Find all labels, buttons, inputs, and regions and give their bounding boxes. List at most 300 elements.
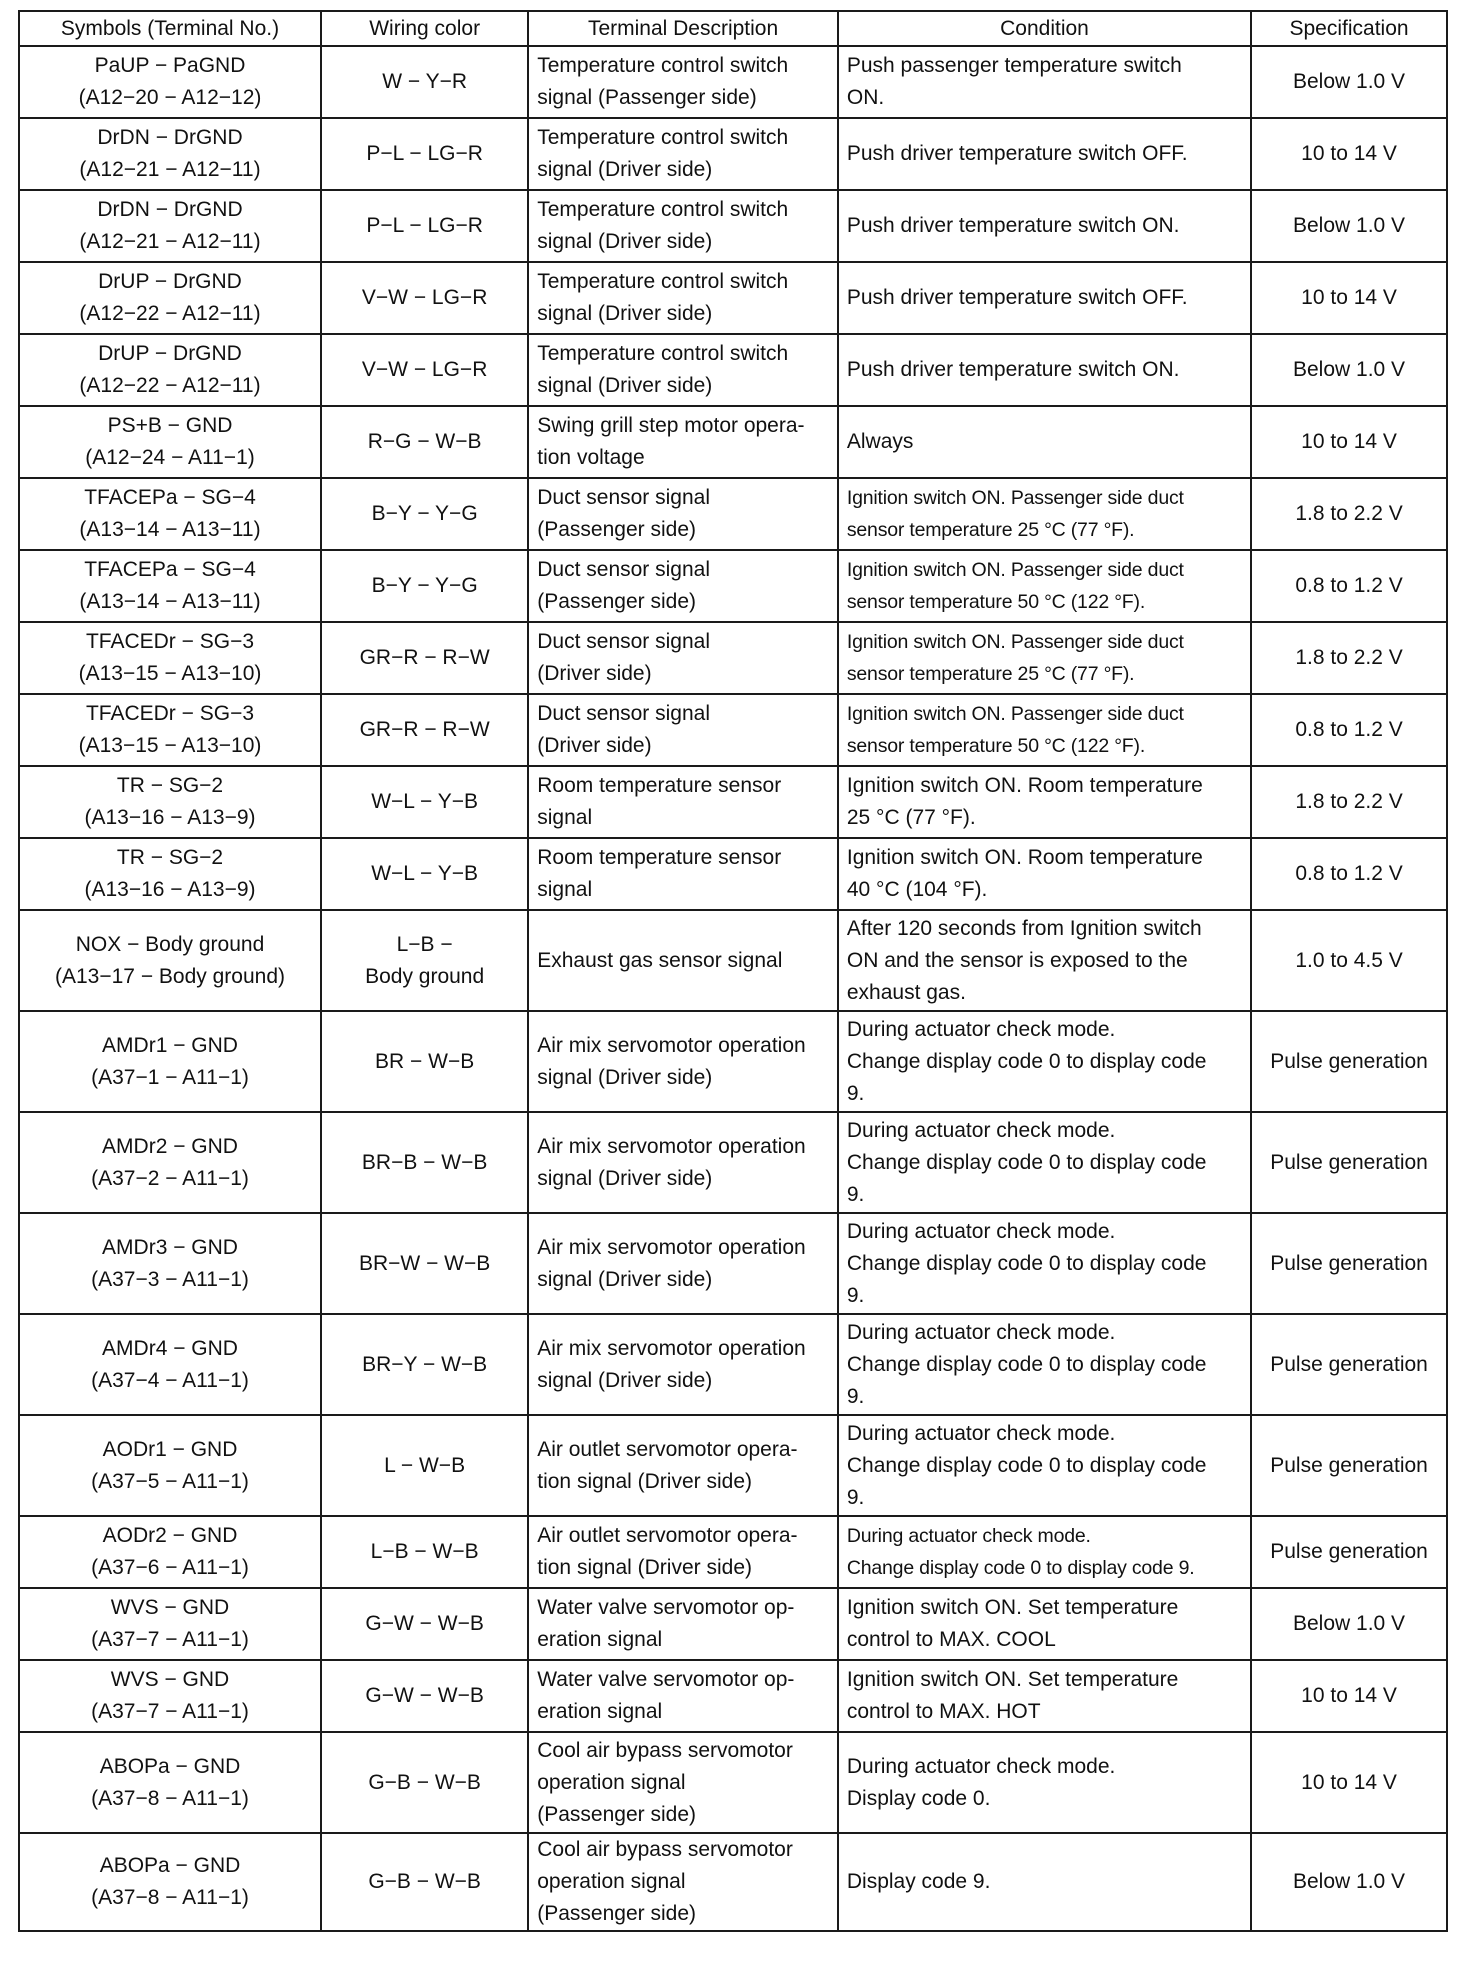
cell-terminal-description-line: signal (Driver side): [537, 302, 713, 325]
cell-condition-line: Display code 0.: [846, 1786, 991, 1810]
cell-symbols-line: (A37−6 − A11−1): [91, 1556, 249, 1579]
cell-terminal-description-line: signal: [537, 806, 593, 829]
cell-terminal-description-line: Water valve servomotor op-: [537, 1596, 795, 1619]
cell-condition-line: Change display code 0 to display code: [846, 1251, 1207, 1275]
cell-symbols-line: (A13−14 − A13−11): [79, 590, 261, 613]
cell-condition-line: 25 °C (77 °F).: [846, 806, 976, 829]
cell-condition-line: Push passenger temperature switch: [846, 54, 1182, 77]
cell-symbols-line: (A12−22 − A12−11): [79, 374, 261, 397]
cell-symbols-line: (A37−3 − A11−1): [91, 1267, 249, 1291]
cell-symbols: [19, 766, 321, 838]
cell-condition: [838, 190, 1251, 262]
cell-condition: [838, 838, 1251, 910]
cell-condition-line: 9.: [846, 1485, 865, 1509]
table-row: [19, 1314, 1447, 1415]
cell-symbols-line: ABOPa − GND: [99, 1754, 241, 1778]
cell-condition-line: Ignition switch ON. Passenger side duct: [846, 703, 1184, 725]
cell-condition: [838, 1660, 1251, 1732]
cell-symbols-line: (A13−17 − Body ground): [55, 964, 285, 988]
cell-symbols-line: (A12−20 − A12−12): [78, 86, 262, 109]
cell-wiring-color: [321, 1415, 528, 1516]
cell-symbols-line: TFACEDr − SG−3: [85, 630, 255, 653]
cell-terminal-description: [528, 1314, 838, 1415]
cell-terminal-description-line: Air outlet servomotor opera-: [537, 1524, 798, 1547]
cell-symbols-line: PS+B − GND: [107, 414, 233, 437]
cell-symbols: [19, 334, 321, 406]
cell-symbols-line: TR − SG−2: [116, 846, 224, 869]
cell-wiring-color-line: GR−R − R−W: [359, 718, 490, 741]
cell-wiring-color-line: P−L − LG−R: [366, 142, 483, 165]
cell-terminal-description-line: Air mix servomotor operation: [537, 1134, 806, 1158]
cell-condition: [838, 1588, 1251, 1660]
cell-terminal-description-line: Room temperature sensor: [537, 846, 782, 869]
cell-condition-line: Always: [846, 430, 914, 453]
cell-symbols-line: WVS − GND: [110, 1596, 230, 1619]
cell-wiring-color: [321, 1660, 528, 1732]
cell-terminal-description: [528, 118, 838, 190]
cell-specification: 10 to 14 V: [1251, 1660, 1447, 1732]
cell-symbols-line: (A37−1 − A11−1): [91, 1065, 249, 1089]
cell-terminal-description-line: (Passenger side): [537, 1902, 696, 1925]
table-row: [19, 46, 1447, 118]
cell-condition-line: During actuator check mode.: [846, 1525, 1091, 1547]
cell-terminal-description: [528, 262, 838, 334]
cell-condition-line: Push driver temperature switch OFF.: [846, 286, 1188, 309]
cell-symbols: [19, 550, 321, 622]
table-row: [19, 1213, 1447, 1314]
cell-symbols: [19, 1213, 321, 1314]
cell-condition-line: ON and the sensor is exposed to the: [846, 948, 1188, 972]
table-row: [19, 694, 1447, 766]
cell-wiring-color: [321, 766, 528, 838]
cell-terminal-description-line: (Driver side): [537, 662, 652, 685]
cell-condition-line: sensor temperature 50 °C (122 °F).: [846, 591, 1146, 613]
cell-symbols-line: TFACEDr − SG−3: [85, 702, 255, 725]
cell-symbols: [19, 1732, 321, 1833]
cell-wiring-color-line: L−B − W−B: [370, 1540, 479, 1563]
cell-wiring-color: [321, 190, 528, 262]
cell-terminal-description-line: signal (Driver side): [537, 230, 713, 253]
cell-specification: 10 to 14 V: [1251, 118, 1447, 190]
cell-wiring-color: [321, 46, 528, 118]
cell-terminal-description: [528, 550, 838, 622]
cell-terminal-description: [528, 1588, 838, 1660]
cell-wiring-color-line: BR − W−B: [375, 1049, 475, 1073]
cell-symbols-line: TFACEPa − SG−4: [84, 558, 256, 581]
cell-symbols-line: (A37−4 − A11−1): [91, 1368, 249, 1392]
cell-terminal-description-line: Air mix servomotor operation: [537, 1235, 806, 1259]
cell-terminal-description: [528, 46, 838, 118]
cell-condition-line: During actuator check mode.: [846, 1421, 1116, 1445]
cell-specification: Pulse generation: [1251, 1213, 1447, 1314]
cell-wiring-color-line: W−L − Y−B: [371, 862, 479, 885]
cell-terminal-description: [528, 1213, 838, 1314]
table-row: [19, 1516, 1447, 1588]
cell-symbols: [19, 1516, 321, 1588]
cell-condition: [838, 1112, 1251, 1213]
cell-condition: [838, 622, 1251, 694]
table-row: [19, 478, 1447, 550]
cell-specification: Below 1.0 V: [1251, 1833, 1447, 1931]
cell-condition-line: Change display code 0 to display code: [846, 1453, 1207, 1477]
cell-symbols: [19, 910, 321, 1011]
cell-condition-line: 40 °C (104 °F).: [846, 878, 988, 901]
cell-condition: [838, 118, 1251, 190]
cell-symbols-line: (A37−7 − A11−1): [91, 1628, 249, 1651]
cell-terminal-description-line: tion signal (Driver side): [537, 1556, 752, 1579]
cell-wiring-color-line: Body ground: [365, 964, 485, 988]
cell-symbols-line: AMDr3 − GND: [102, 1235, 238, 1259]
cell-symbols: [19, 1833, 321, 1931]
cell-wiring-color-line: B−Y − Y−G: [371, 502, 478, 525]
cell-terminal-description-line: Air outlet servomotor opera-: [537, 1437, 798, 1461]
cell-specification: 1.8 to 2.2 V: [1251, 478, 1447, 550]
cell-symbols: [19, 838, 321, 910]
cell-condition: [838, 1314, 1251, 1415]
cell-symbols-line: DrDN − DrGND: [97, 126, 243, 149]
cell-symbols: [19, 406, 321, 478]
cell-condition-line: Change display code 0 to display code: [846, 1352, 1207, 1376]
cell-condition-line: 9.: [846, 1384, 865, 1408]
cell-terminal-description-line: Duct sensor signal: [537, 630, 710, 653]
cell-wiring-color-line: L−B −: [396, 932, 453, 956]
cell-terminal-description: [528, 694, 838, 766]
cell-condition-line: control to MAX. COOL: [846, 1628, 1056, 1651]
cell-specification: Pulse generation: [1251, 1516, 1447, 1588]
cell-specification: 1.8 to 2.2 V: [1251, 766, 1447, 838]
cell-terminal-description: [528, 838, 838, 910]
cell-symbols-line: (A37−8 − A11−1): [91, 1786, 249, 1810]
cell-condition: [838, 1516, 1251, 1588]
cell-wiring-color: [321, 1588, 528, 1660]
cell-symbols-line: (A13−15 − A13−10): [78, 734, 262, 757]
cell-terminal-description-line: Swing grill step motor opera-: [537, 414, 805, 437]
cell-condition-line: During actuator check mode.: [846, 1017, 1116, 1041]
cell-terminal-description-line: tion voltage: [537, 446, 645, 469]
cell-wiring-color: [321, 118, 528, 190]
cell-terminal-description-line: signal (Driver side): [537, 374, 713, 397]
cell-symbols-line: (A12−22 − A12−11): [79, 302, 261, 325]
cell-wiring-color-line: BR−B − W−B: [361, 1150, 488, 1174]
cell-terminal-description-line: Room temperature sensor: [537, 774, 782, 797]
cell-condition-line: Push driver temperature switch OFF.: [846, 142, 1188, 165]
cell-wiring-color-line: V−W − LG−R: [361, 286, 488, 309]
cell-terminal-description-line: (Passenger side): [537, 590, 696, 613]
cell-terminal-description-line: Cool air bypass servomotor: [537, 1838, 793, 1861]
cell-symbols-line: DrDN − DrGND: [97, 198, 243, 221]
cell-terminal-description: [528, 910, 838, 1011]
cell-symbols: [19, 694, 321, 766]
cell-terminal-description-line: signal (Driver side): [537, 1368, 713, 1392]
cell-condition-line: Change display code 0 to display code: [846, 1150, 1207, 1174]
cell-wiring-color-line: BR−W − W−B: [358, 1251, 491, 1275]
cell-specification: Below 1.0 V: [1251, 1588, 1447, 1660]
cell-terminal-description-line: eration signal: [537, 1628, 663, 1651]
cell-terminal-description-line: (Driver side): [537, 734, 652, 757]
cell-wiring-color: [321, 1833, 528, 1931]
cell-terminal-description-line: Cool air bypass servomotor: [537, 1738, 793, 1762]
cell-symbols: [19, 478, 321, 550]
terminal-spec-sheet: [18, 10, 1448, 1932]
cell-terminal-description: [528, 766, 838, 838]
cell-symbols-line: WVS − GND: [110, 1668, 230, 1691]
cell-terminal-description-line: Temperature control switch: [537, 342, 789, 365]
cell-terminal-description-line: operation signal: [537, 1870, 686, 1893]
table-row: [19, 334, 1447, 406]
cell-condition: [838, 550, 1251, 622]
table-row: [19, 406, 1447, 478]
cell-symbols-line: AMDr4 − GND: [102, 1336, 238, 1360]
cell-condition-line: sensor temperature 25 °C (77 °F).: [846, 663, 1135, 685]
cell-symbols: [19, 1112, 321, 1213]
cell-condition-line: ON.: [846, 86, 885, 109]
cell-symbols: [19, 262, 321, 334]
cell-symbols-line: TR − SG−2: [116, 774, 224, 797]
cell-wiring-color: [321, 1011, 528, 1112]
cell-condition-line: Ignition switch ON. Passenger side duct: [846, 631, 1184, 653]
header-wiring-color: Wiring color: [321, 11, 528, 46]
cell-wiring-color-line: G−B − W−B: [368, 1870, 481, 1893]
cell-wiring-color: [321, 622, 528, 694]
cell-symbols-line: (A37−7 − A11−1): [91, 1700, 249, 1723]
cell-symbols-line: PaUP − PaGND: [94, 54, 246, 77]
cell-wiring-color-line: V−W − LG−R: [361, 358, 488, 381]
cell-terminal-description: [528, 1516, 838, 1588]
cell-terminal-description: [528, 1732, 838, 1833]
cell-wiring-color-line: P−L − LG−R: [366, 214, 483, 237]
cell-symbols-line: (A37−8 − A11−1): [91, 1886, 249, 1909]
cell-condition-line: During actuator check mode.: [846, 1219, 1116, 1243]
table-row: [19, 1588, 1447, 1660]
cell-specification: Pulse generation: [1251, 1314, 1447, 1415]
cell-terminal-description-line: signal: [537, 878, 593, 901]
cell-symbols-line: ABOPa − GND: [99, 1854, 241, 1877]
cell-terminal-description: [528, 334, 838, 406]
cell-symbols: [19, 46, 321, 118]
table-row: [19, 550, 1447, 622]
cell-condition-line: 9.: [846, 1081, 865, 1105]
cell-symbols: [19, 190, 321, 262]
cell-symbols-line: AODr1 − GND: [102, 1437, 238, 1461]
cell-condition-line: sensor temperature 25 °C (77 °F).: [846, 519, 1135, 541]
cell-wiring-color: [321, 550, 528, 622]
cell-specification: Below 1.0 V: [1251, 190, 1447, 262]
table-row: [19, 1011, 1447, 1112]
cell-wiring-color: [321, 910, 528, 1011]
cell-symbols-line: (A12−21 − A12−11): [79, 230, 261, 253]
cell-terminal-description-line: signal (Passenger side): [537, 86, 757, 109]
header-condition: Condition: [838, 11, 1251, 46]
cell-specification: Pulse generation: [1251, 1011, 1447, 1112]
cell-terminal-description-line: Temperature control switch: [537, 198, 789, 221]
cell-condition: [838, 766, 1251, 838]
cell-wiring-color-line: G−W − W−B: [365, 1684, 484, 1707]
cell-wiring-color: [321, 838, 528, 910]
table-body: [19, 46, 1447, 1931]
cell-condition: [838, 46, 1251, 118]
cell-symbols-line: (A37−5 − A11−1): [91, 1469, 249, 1493]
cell-condition: [838, 1415, 1251, 1516]
cell-terminal-description-line: operation signal: [537, 1770, 686, 1794]
cell-wiring-color-line: B−Y − Y−G: [371, 574, 478, 597]
cell-wiring-color-line: G−B − W−B: [368, 1770, 481, 1794]
header-symbols: Symbols (Terminal No.): [19, 11, 321, 46]
cell-terminal-description-line: signal (Driver side): [537, 158, 713, 181]
table-header-row: [19, 11, 1447, 46]
cell-wiring-color-line: BR−Y − W−B: [362, 1352, 488, 1376]
cell-symbols-line: NOX − Body ground: [75, 932, 265, 956]
cell-terminal-description: [528, 190, 838, 262]
cell-condition-line: During actuator check mode.: [846, 1754, 1116, 1778]
cell-wiring-color: [321, 334, 528, 406]
cell-symbols-line: (A13−16 − A13−9): [84, 878, 256, 901]
cell-terminal-description: [528, 1011, 838, 1112]
cell-condition-line: Push driver temperature switch ON.: [846, 214, 1180, 237]
cell-terminal-description: [528, 622, 838, 694]
cell-symbols-line: AMDr2 − GND: [102, 1134, 238, 1158]
cell-specification: Pulse generation: [1251, 1112, 1447, 1213]
table-row: [19, 1732, 1447, 1833]
cell-condition: [838, 1732, 1251, 1833]
cell-symbols-line: (A13−14 − A13−11): [79, 518, 261, 541]
table-row: [19, 1415, 1447, 1516]
cell-terminal-description-line: Duct sensor signal: [537, 486, 710, 509]
cell-specification: 1.8 to 2.2 V: [1251, 622, 1447, 694]
cell-condition-line: sensor temperature 50 °C (122 °F).: [846, 735, 1146, 757]
cell-symbols: [19, 1588, 321, 1660]
header-specification: Specification: [1251, 11, 1447, 46]
cell-wiring-color: [321, 694, 528, 766]
cell-terminal-description-line: Duct sensor signal: [537, 558, 710, 581]
cell-condition: [838, 1833, 1251, 1931]
cell-terminal-description: [528, 1415, 838, 1516]
cell-symbols-line: (A12−24 − A11−1): [85, 446, 255, 469]
cell-condition-line: exhaust gas.: [846, 980, 966, 1004]
cell-terminal-description-line: Exhaust gas sensor signal: [537, 948, 783, 972]
cell-symbols-line: (A13−16 − A13−9): [84, 806, 256, 829]
cell-condition: [838, 694, 1251, 766]
cell-condition-line: Ignition switch ON. Room temperature: [846, 774, 1203, 797]
cell-condition-line: 9.: [846, 1283, 865, 1307]
cell-condition: [838, 406, 1251, 478]
cell-condition-line: Push driver temperature switch ON.: [846, 358, 1180, 381]
cell-wiring-color-line: W − Y−R: [382, 70, 468, 93]
cell-wiring-color: [321, 406, 528, 478]
cell-symbols: [19, 118, 321, 190]
cell-symbols-line: (A12−21 − A12−11): [79, 158, 261, 181]
cell-condition-line: During actuator check mode.: [846, 1118, 1116, 1142]
cell-terminal-description-line: tion signal (Driver side): [537, 1469, 752, 1493]
cell-terminal-description-line: Temperature control switch: [537, 270, 789, 293]
table-row: [19, 622, 1447, 694]
cell-condition-line: Display code 9.: [846, 1870, 991, 1893]
cell-terminal-description-line: (Passenger side): [537, 518, 696, 541]
cell-condition-line: Ignition switch ON. Room temperature: [846, 846, 1203, 869]
cell-specification: 10 to 14 V: [1251, 406, 1447, 478]
cell-symbols-line: (A37−2 − A11−1): [91, 1166, 249, 1190]
cell-terminal-description-line: (Passenger side): [537, 1802, 696, 1826]
cell-specification: 0.8 to 1.2 V: [1251, 550, 1447, 622]
cell-wiring-color: [321, 1314, 528, 1415]
terminal-spec-table: [18, 10, 1448, 1932]
cell-condition-line: During actuator check mode.: [846, 1320, 1116, 1344]
cell-terminal-description-line: eration signal: [537, 1700, 663, 1723]
cell-wiring-color-line: GR−R − R−W: [359, 646, 490, 669]
cell-symbols-line: AODr2 − GND: [102, 1524, 238, 1547]
cell-symbols: [19, 1415, 321, 1516]
cell-specification: 1.0 to 4.5 V: [1251, 910, 1447, 1011]
cell-symbols-line: (A13−15 − A13−10): [78, 662, 262, 685]
cell-terminal-description: [528, 1112, 838, 1213]
cell-condition-line: Change display code 0 to display code: [846, 1049, 1207, 1073]
cell-condition-line: 9.: [846, 1182, 865, 1206]
cell-terminal-description-line: Water valve servomotor op-: [537, 1668, 795, 1691]
cell-terminal-description: [528, 1660, 838, 1732]
cell-condition-line: After 120 seconds from Ignition switch: [846, 916, 1202, 940]
cell-symbols-line: DrUP − DrGND: [98, 270, 242, 293]
table-row: [19, 262, 1447, 334]
cell-terminal-description-line: Temperature control switch: [537, 54, 789, 77]
cell-specification: 10 to 14 V: [1251, 262, 1447, 334]
cell-terminal-description-line: Duct sensor signal: [537, 702, 710, 725]
table-row: [19, 910, 1447, 1011]
cell-specification: 0.8 to 1.2 V: [1251, 838, 1447, 910]
cell-terminal-description-line: Temperature control switch: [537, 126, 789, 149]
cell-wiring-color-line: G−W − W−B: [365, 1612, 484, 1635]
table-row: [19, 118, 1447, 190]
cell-symbols: [19, 622, 321, 694]
table-row: [19, 190, 1447, 262]
cell-condition: [838, 910, 1251, 1011]
cell-wiring-color: [321, 478, 528, 550]
cell-condition-line: Ignition switch ON. Set temperature: [846, 1596, 1179, 1619]
cell-symbols: [19, 1314, 321, 1415]
cell-terminal-description-line: signal (Driver side): [537, 1267, 713, 1291]
cell-symbols-line: TFACEPa − SG−4: [84, 486, 256, 509]
cell-symbols-line: DrUP − DrGND: [98, 342, 242, 365]
cell-specification: Below 1.0 V: [1251, 46, 1447, 118]
cell-symbols: [19, 1660, 321, 1732]
cell-condition-line: Ignition switch ON. Set temperature: [846, 1668, 1179, 1691]
table-row: [19, 766, 1447, 838]
cell-specification: Below 1.0 V: [1251, 334, 1447, 406]
cell-terminal-description: [528, 1833, 838, 1931]
cell-specification: 10 to 14 V: [1251, 1732, 1447, 1833]
cell-condition-line: Ignition switch ON. Passenger side duct: [846, 487, 1184, 509]
cell-symbols-line: AMDr1 − GND: [102, 1033, 238, 1057]
cell-wiring-color: [321, 1732, 528, 1833]
cell-condition: [838, 478, 1251, 550]
cell-condition: [838, 334, 1251, 406]
cell-condition-line: Change display code 0 to display code 9.: [846, 1557, 1195, 1579]
cell-terminal-description-line: Air mix servomotor operation: [537, 1033, 806, 1057]
cell-condition-line: control to MAX. HOT: [846, 1700, 1041, 1723]
cell-specification: 0.8 to 1.2 V: [1251, 694, 1447, 766]
cell-specification: Pulse generation: [1251, 1415, 1447, 1516]
cell-terminal-description-line: signal (Driver side): [537, 1166, 713, 1190]
header-terminal-description: Terminal Description: [528, 11, 838, 46]
cell-symbols: [19, 1011, 321, 1112]
cell-terminal-description: [528, 478, 838, 550]
cell-wiring-color-line: W−L − Y−B: [371, 790, 479, 813]
cell-wiring-color: [321, 1516, 528, 1588]
cell-wiring-color-line: L − W−B: [384, 1453, 466, 1477]
cell-terminal-description-line: signal (Driver side): [537, 1065, 713, 1089]
cell-terminal-description-line: Air mix servomotor operation: [537, 1336, 806, 1360]
cell-condition-line: Ignition switch ON. Passenger side duct: [846, 559, 1184, 581]
table-row: [19, 1112, 1447, 1213]
cell-terminal-description: [528, 406, 838, 478]
